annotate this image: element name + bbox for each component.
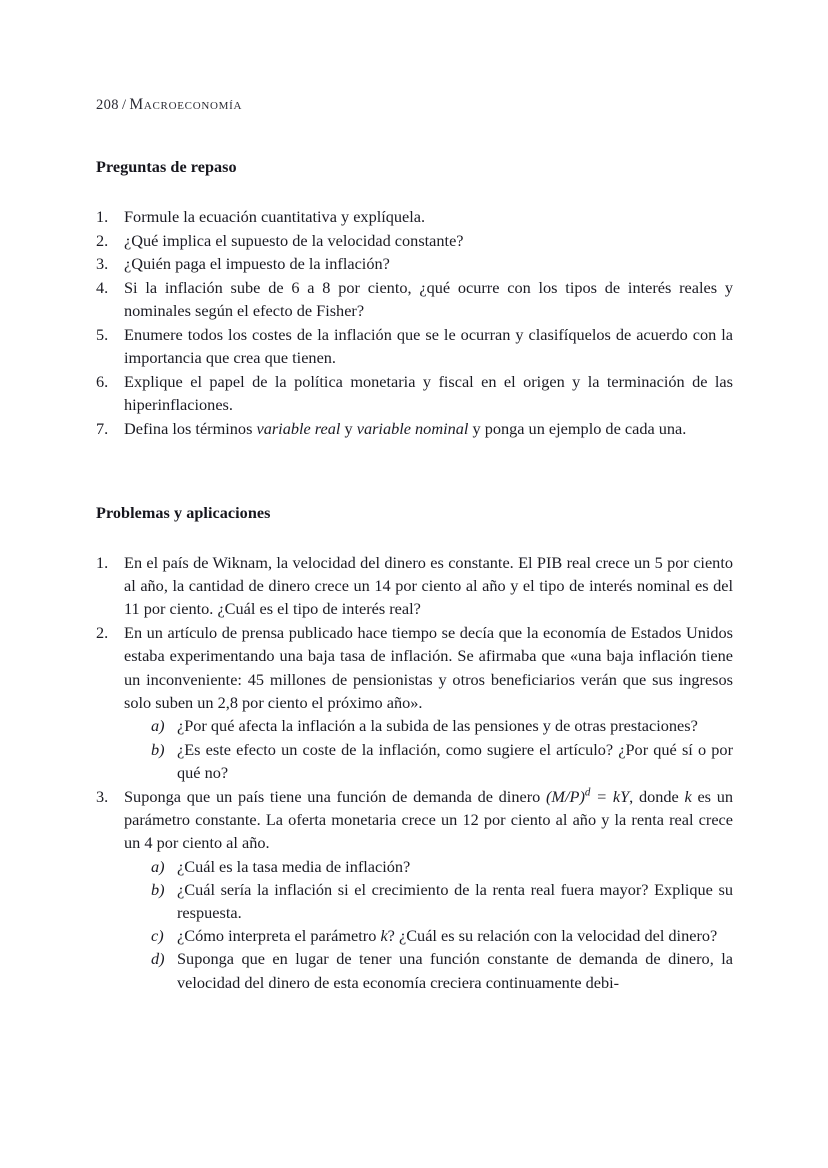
sub-list-item-text: Suponga que en lugar de tener una función constante de demanda de dinero, la velocidad del dinero de esta economía creciera continuamente debi-: [177, 949, 733, 992]
list-marker: 1.: [96, 553, 109, 573]
sub-list-marker: b): [151, 739, 165, 759]
list-item: [96, 621, 733, 784]
text-fragment: y: [340, 418, 357, 438]
text-fragment: es un parámetro constante. La oferta monetaria crece un 12 por ciento al año y la renta real crece un 4 por ciento al año.: [124, 786, 734, 852]
list-item-text: Si la inflación sube de 6 a 8 por ciento, ¿qué ocurre con los tipos de interés reales y nominales según el efecto de Fisher?: [124, 278, 733, 321]
list-item-text: ¿Quién paga el impuesto de la inflación?: [124, 254, 390, 274]
list-item: [96, 785, 733, 994]
text-fragment: y ponga un ejemplo de cada una.: [468, 418, 687, 438]
list-item-text: [124, 417, 733, 440]
list-item-text: Explique el papel de la política monetaria y fiscal en el origen y la terminación de las hiperinflaciones.: [124, 371, 733, 415]
italic-term-variable-real: variable real: [256, 418, 341, 438]
list-item: [96, 229, 733, 252]
text-fragment: , donde: [629, 786, 685, 806]
text-fragment: ¿Cómo interpreta el parámetro: [177, 926, 381, 946]
sub-list-marker: a): [151, 716, 165, 736]
page-folio: 208: [96, 97, 119, 113]
list-marker: 4.: [96, 278, 109, 298]
sub-list-item: [151, 738, 733, 784]
italic-term-variable-nominal: variable nominal: [356, 418, 469, 438]
list-marker: 5.: [96, 325, 109, 345]
list-item: [96, 252, 733, 275]
sub-list-item: [151, 878, 733, 924]
list-item-text: En el país de Wiknam, la velocidad del dinero es constante. El PIB real crece un 5 por ciento al año, la cantidad de dinero crece un 14 por ciento al año y el tipo de interés nominal es del 11 por ciento. ¿Cuál es el tipo de interés real?: [124, 553, 733, 619]
list-marker: 3.: [96, 254, 109, 274]
sub-list-marker: c): [151, 926, 164, 946]
sub-list-item: [151, 714, 733, 737]
math-fragment: = kY: [590, 786, 630, 806]
sub-list-item-text: ¿Cuál sería la inflación si el crecimiento de la renta real fuera mayor? Explique su respuesta.: [177, 879, 733, 923]
list-item: [96, 370, 733, 416]
problems-list: [96, 551, 733, 994]
list-marker: 3.: [96, 786, 109, 806]
sub-list-marker: b): [151, 879, 165, 899]
list-item: [96, 205, 733, 228]
sub-list-item-text: ¿Es este efecto un coste de la inflación, como sugiere el artículo? ¿Por qué sí o por qué no?: [177, 739, 733, 782]
sub-list-item-text: ¿Por qué afecta la inflación a la subida de las pensiones y de otras prestaciones?: [177, 716, 698, 736]
sub-list: [124, 714, 733, 784]
sub-list-item-text: [177, 924, 733, 947]
sub-list-marker: d): [151, 949, 165, 969]
sub-list-item: [151, 855, 733, 878]
sub-list-item-text: ¿Cuál es la tasa media de inflación?: [177, 856, 411, 876]
list-item-text: En un artículo de prensa publicado hace tiempo se decía que la economía de Estados Unidos estaba experimentando una baja tasa de inflación. Se afirmaba que «una baja inflación tiene un inconveniente: 45 millones de pensionistas y otros beneficiarios verán que sus ingresos solo suben un 2,8 por ciento el próximo año».: [124, 623, 733, 712]
section-heading-review: Preguntas de repaso: [96, 158, 237, 176]
sub-list-marker: a): [151, 856, 165, 876]
math-fragment: (M/P): [546, 786, 585, 806]
italic-parameter-k: k: [684, 786, 692, 806]
text-fragment: Suponga que un país tiene una función de demanda de dinero: [124, 786, 546, 806]
list-item: [96, 417, 733, 440]
list-marker: 6.: [96, 371, 109, 391]
list-marker: 2.: [96, 623, 109, 643]
math-superscript: d: [584, 786, 591, 799]
list-item-text: Formule la ecuación cuantitativa y explíquela.: [124, 207, 426, 226]
list-item-text: Enumere todos los costes de la inflación que se le ocurran y clasifíquelos de acuerdo con la importancia que crea que tienen.: [124, 325, 733, 368]
list-item-text: ¿Qué implica el supuesto de la velocidad constante?: [124, 230, 464, 250]
running-head: [96, 96, 733, 114]
sub-list-item: [151, 924, 733, 947]
list-item: [96, 551, 733, 621]
text-fragment: Defina los términos: [124, 418, 257, 438]
text-fragment: ? ¿Cuál es su relación con la velocidad del dinero?: [387, 926, 718, 946]
money-demand-equation: [546, 787, 629, 806]
review-question-list: [96, 205, 733, 440]
italic-parameter-k: k: [380, 926, 388, 946]
sub-list-item: [151, 947, 733, 993]
running-head-separator: /: [121, 97, 127, 113]
list-marker: 2.: [96, 230, 109, 250]
list-item-text: [124, 785, 733, 855]
book-title: Macroeconomía: [129, 96, 243, 113]
list-item: [96, 323, 733, 369]
list-item: [96, 276, 733, 322]
list-marker: 7.: [96, 418, 109, 438]
section-heading-problems: Problemas y aplicaciones: [96, 504, 271, 523]
list-marker: 1.: [96, 207, 109, 226]
sub-list: [124, 855, 733, 994]
